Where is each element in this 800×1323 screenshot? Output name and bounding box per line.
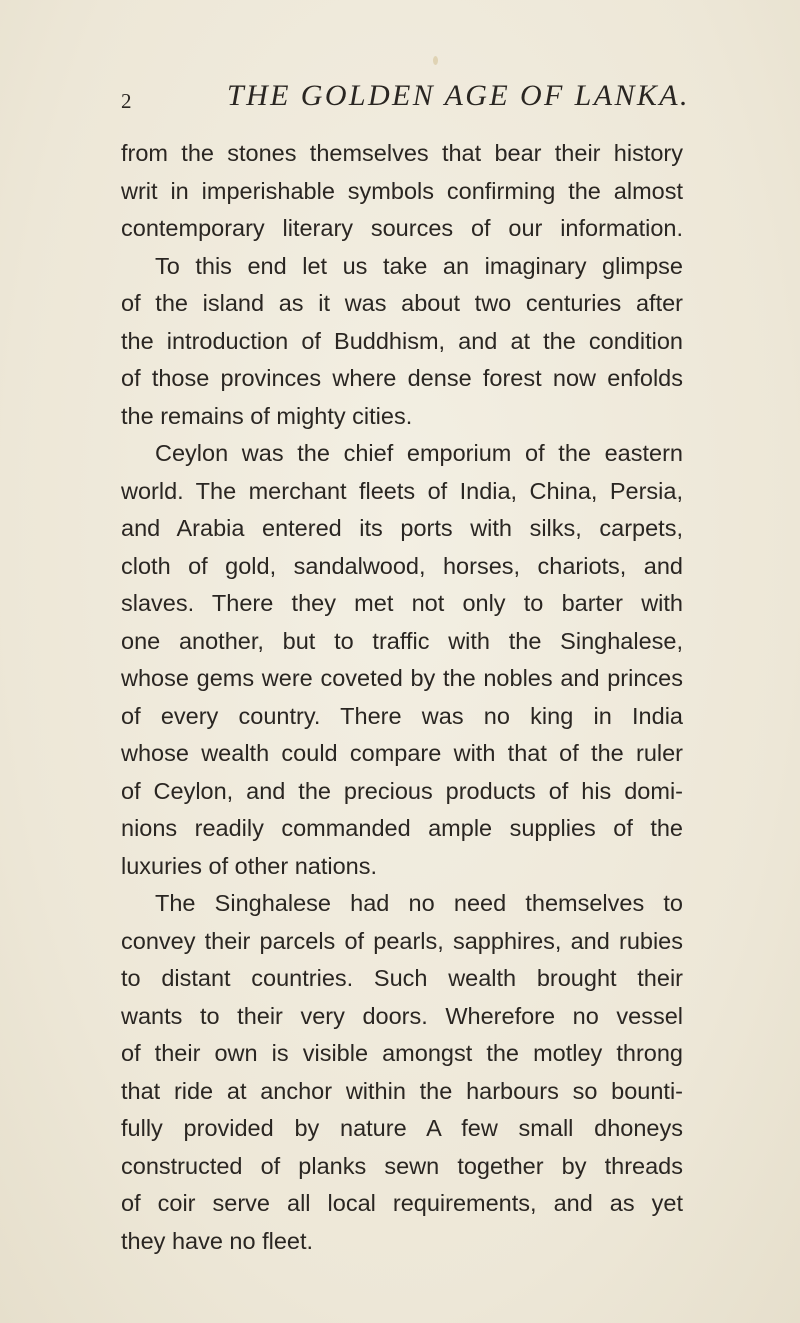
text-line: whose gems were coveted by the nobles and princes <box>121 665 683 691</box>
text-line: of Ceylon, and the precious products of his domi- <box>121 777 683 804</box>
text-line: Ceylon was the chief emporium of the eastern <box>155 440 683 466</box>
body-text <box>121 135 683 1260</box>
text-line: that ride at anchor within the harbours so bounti- <box>121 1077 683 1104</box>
page-header <box>0 79 800 119</box>
text-line: fully provided by nature A few small dhoneys <box>121 1115 683 1141</box>
text-line: convey their parcels of pearls, sapphires, and rubies <box>121 927 683 954</box>
text-line: of those provinces where dense forest now enfolds <box>121 365 683 391</box>
text-line: the remains of mighty cities. <box>121 402 413 429</box>
text-line: whose wealth could compare with that of the ruler <box>121 740 683 766</box>
text-line: The Singhalese had no need themselves to <box>155 890 683 916</box>
paper-stain <box>433 56 438 65</box>
text-line: writ in imperishable symbols confirming the almost <box>121 177 683 204</box>
text-line: luxuries of other nations. <box>121 852 378 879</box>
text-line: cloth of gold, sandalwood, horses, chariots, and <box>121 552 683 579</box>
text-line: they have no fleet. <box>121 1227 314 1254</box>
text-line: from the stones themselves that bear their history <box>121 140 683 166</box>
text-line: and Arabia entered its ports with silks, carpets, <box>121 515 683 541</box>
text-line: one another, but to traffic with the Singhalese, <box>121 627 683 654</box>
text-line: of the island as it was about two centuries after <box>121 290 683 316</box>
text-line: of every country. There was no king in India <box>121 702 683 729</box>
text-line: of coir serve all local requirements, and as yet <box>121 1190 683 1216</box>
text-line: world. The merchant fleets of India, China, Persia, <box>121 477 683 504</box>
text-line: To this end let us take an imaginary glimpse <box>155 252 683 279</box>
text-line: the introduction of Buddhism, and at the condition <box>121 327 683 354</box>
text-line: of their own is visible amongst the motley throng <box>121 1040 683 1066</box>
page-number: 2 <box>121 89 132 113</box>
text-line: to distant countries. Such wealth brought their <box>121 965 683 991</box>
text-line: slaves. There they met not only to barter with <box>121 590 683 616</box>
text-line: nions readily commanded ample supplies of the <box>121 815 683 841</box>
text-line: wants to their very doors. Wherefore no vessel <box>121 1002 683 1029</box>
running-head-title: THE GOLDEN AGE OF LANKA. <box>227 79 690 112</box>
text-line: contemporary literary sources of our information. <box>121 215 683 241</box>
text-line: constructed of planks sewn together by threads <box>121 1152 683 1179</box>
